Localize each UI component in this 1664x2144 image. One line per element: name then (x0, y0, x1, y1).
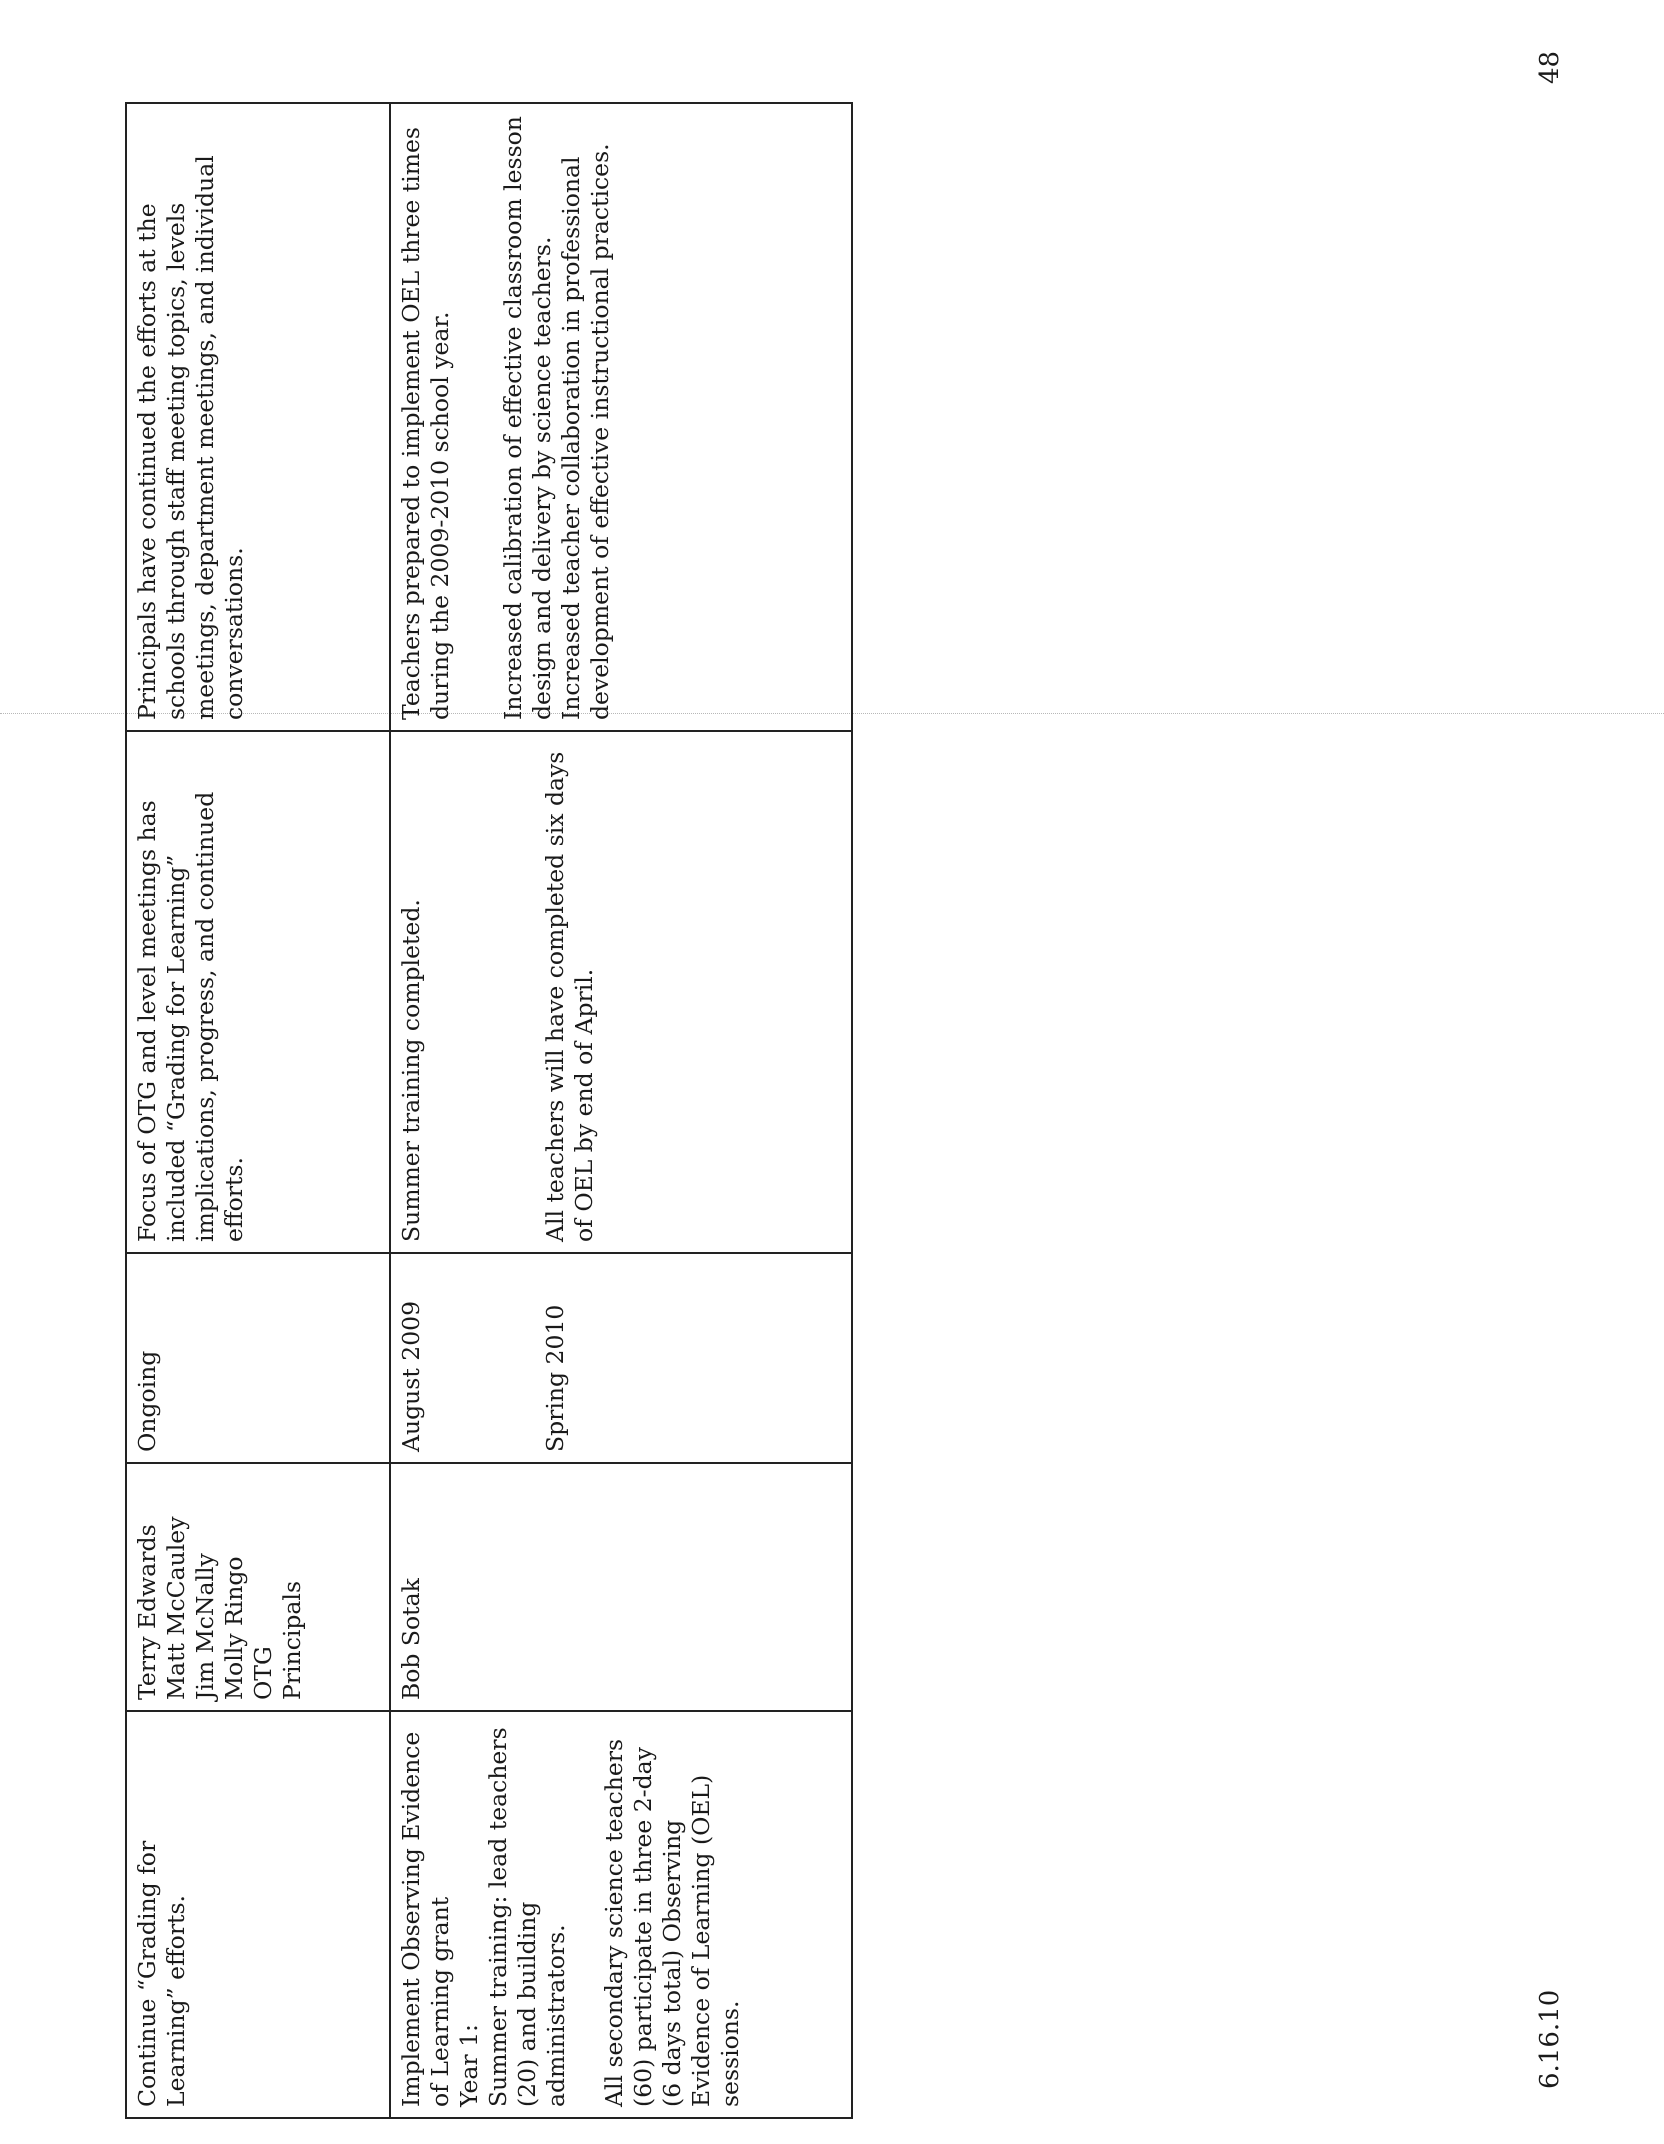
responsible-name: Jim McNally (191, 1553, 219, 1700)
action-text: Continue “Grading for Learning” efforts. (133, 1840, 190, 2107)
status-text: Focus of OTG and level meetings has included “Grading for Learning” implications, progress, and continued efforts. (133, 791, 248, 1242)
timeline-text: Ongoing (133, 1350, 161, 1452)
action-text: Summer training: lead teachers (20) and building administrators. (484, 1727, 570, 2107)
table-row (126, 103, 390, 2118)
outcome-text: Teachers prepared to implement OEL three times during the 2009-2010 school year. (397, 127, 454, 720)
responsible-cell (126, 1463, 390, 1711)
responsible-name: Terry Edwards (133, 1524, 161, 1700)
timeline-text: Spring 2010 (541, 1304, 569, 1452)
timeline-cell (126, 1253, 390, 1463)
action-text: Implement Observing Evidence of Learning grant (397, 1731, 454, 2107)
status-text: Summer training completed. (397, 899, 425, 1242)
action-plan-table (125, 102, 853, 2119)
page-number: 48 (1535, 50, 1565, 84)
footer-date: 6.16.10 (1535, 1989, 1565, 2089)
action-text: Year 1: (455, 2024, 483, 2107)
status-cell (390, 731, 852, 1253)
timeline-text: August 2009 (397, 1300, 425, 1452)
responsible-name: Bob Sotak (397, 1578, 425, 1700)
timeline-cell (390, 1253, 852, 1463)
responsible-cell (390, 1463, 852, 1711)
outcome-text: Principals have continued the efforts at the schools through staff meeting topics, levels meetings, department meetings, and individual conversations. (133, 155, 248, 720)
status-cell (126, 731, 390, 1253)
outcome-cell (126, 103, 390, 731)
responsible-name: Matt McCauley (162, 1516, 190, 1700)
action-cell (390, 1711, 852, 2118)
responsible-name: OTG (249, 1646, 277, 1700)
status-text: All teachers will have completed six days of OEL by end of April. (541, 751, 598, 1242)
outcome-text: Increased calibration of effective classroom lesson design and delivery by science teachers. Increased teacher collaboration in professional development of effective instructional practices. (499, 116, 614, 720)
responsible-name: Molly Ringo (220, 1556, 248, 1700)
action-text: All secondary science teachers (60) participate in three 2-day (6 days total) Observing Evidence of Learning (OEL) sessions. (600, 1738, 744, 2107)
table-row (390, 103, 852, 2118)
outcome-cell (390, 103, 852, 731)
responsible-name: Principals (278, 1580, 306, 1700)
action-cell (126, 1711, 390, 2118)
